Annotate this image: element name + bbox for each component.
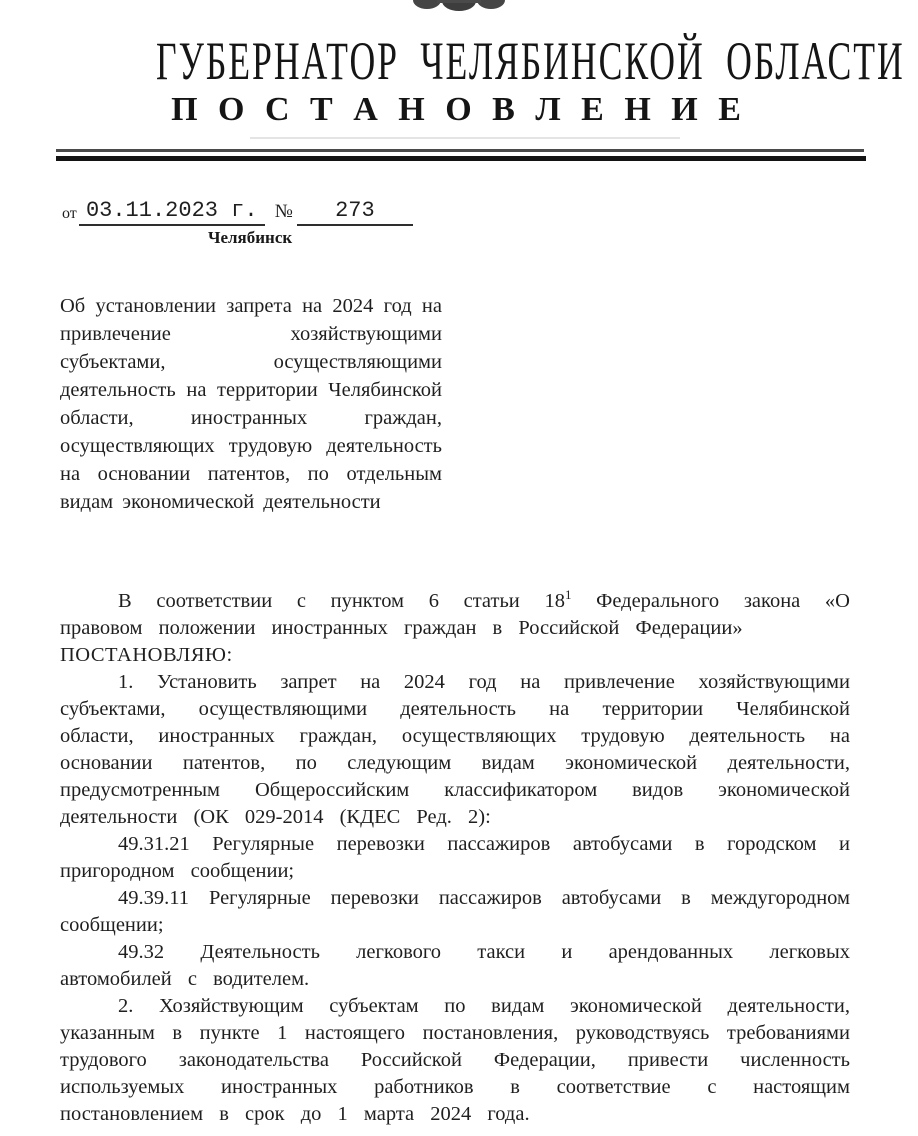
date-prefix-label: от xyxy=(62,205,77,222)
body-paragraph: 2. Хозяйствующим субъектам по видам экономической деятельности, указанным в пункте 1 настоящего постановления, руководствуясь требованиями трудового законодательства Российской Федерации, привести численность используемых иностранных работников в соответствие с настоящим постановлением в срок до 1 марта 2024 года. xyxy=(60,995,850,1125)
document-meta-row xyxy=(62,198,413,226)
resolve-word: ПОСТАНОВЛЯЮ: xyxy=(60,644,233,666)
document-type-title: П О С Т А Н О В Л Е Н И Е xyxy=(171,91,747,128)
intro-text-before-superscript: В соответствии с пунктом 6 статьи 18 xyxy=(118,590,565,612)
faint-scan-line xyxy=(250,137,680,139)
intro-paragraph xyxy=(60,588,850,642)
organization-title: ГУБЕРНАТОР ЧЕЛЯБИНСКОЙ ОБЛАСТИ xyxy=(156,31,905,91)
separator-line-thin xyxy=(56,149,864,152)
intro-text-after-superscript: Федерального закона «О правовом положении иностранных граждан в Российской Федерации» xyxy=(60,590,850,639)
body-paragraph: 1. Установить запрет на 2024 год на привлечение хозяйствующими субъектами, осуществляющими деятельность на территории Челябинской области, иностранных граждан, осуществляющих трудовую деятельность на основании патентов, по следующим видам экономической деятельности, предусмотренным Общероссийским классификатором видов экономической деятельности (ОК 029-2014 (КДЕС Ред. 2): xyxy=(60,671,850,828)
body-paragraph: 49.31.21 Регулярные перевозки пассажиров автобусами в городском и пригородном сообщении; xyxy=(60,833,850,882)
subject-paragraph: Об установлении запрета на 2024 год на привлечение хозяйствующими субъектами, осуществляющими деятельность на территории Челябинской области, иностранных граждан, осуществляющих трудовую деятельность на основании патентов, по отдельным видам экономической деятельности xyxy=(60,295,442,513)
number-sign-label: № xyxy=(274,201,293,222)
separator-line-thick xyxy=(56,156,866,161)
body-paragraphs xyxy=(60,669,850,1128)
document-number: 273 xyxy=(297,198,413,226)
document-body xyxy=(60,588,850,1128)
article-superscript: 1 xyxy=(564,587,572,603)
document-date: 03.11.2023 г. xyxy=(79,198,265,226)
body-paragraph: 49.39.11 Регулярные перевозки пассажиров автобусами в междугородном сообщении; xyxy=(60,887,850,936)
body-paragraph: 49.32 Деятельность легкового такси и арендованных легковых автомобилей с водителем. xyxy=(60,941,850,990)
city-label: Челябинск xyxy=(208,228,293,247)
coat-of-arms-icon xyxy=(411,0,507,13)
